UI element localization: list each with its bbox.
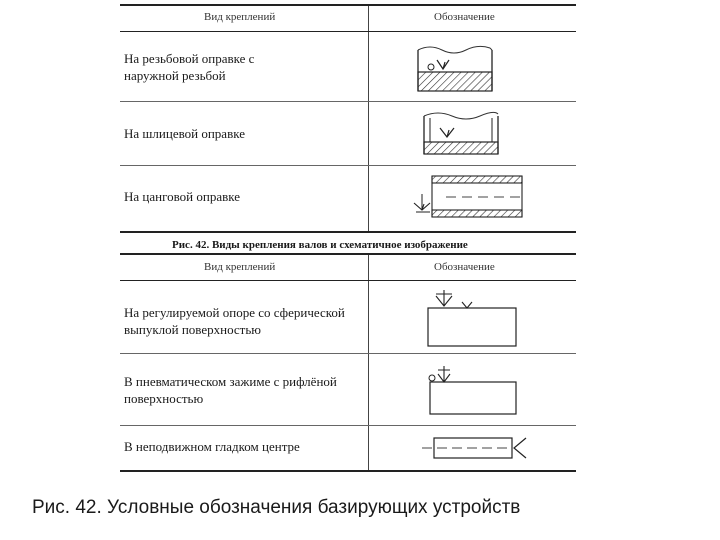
header-rule xyxy=(120,31,576,32)
bottom-rule xyxy=(120,470,576,472)
bottom-rule xyxy=(120,231,576,233)
mounting-table-1 xyxy=(120,0,576,262)
mounting-table-2 xyxy=(120,252,576,474)
header-rule xyxy=(120,280,576,281)
column-divider xyxy=(368,6,369,231)
row-rule xyxy=(120,101,576,102)
pneumatic-clamp-symbol xyxy=(422,362,522,418)
column-header-symbol: Обозначение xyxy=(434,11,495,23)
fixed-center-symbol xyxy=(420,432,530,462)
column-header-symbol: Обозначение xyxy=(434,261,495,273)
row-label-pneumatic-clamp: В пневматическом зажиме с рифлёной поверхностью xyxy=(124,374,337,406)
spline-mandrel-symbol xyxy=(416,108,506,160)
column-header-type: Вид креплений xyxy=(204,11,276,23)
top-rule xyxy=(120,253,576,255)
top-rule xyxy=(120,4,576,6)
column-divider xyxy=(368,255,369,472)
row-rule xyxy=(120,353,576,354)
row-label-spline: На шлицевой оправке xyxy=(124,126,245,141)
table-caption: Рис. 42. Виды крепления валов и схематичное изображение xyxy=(172,239,468,251)
row-rule xyxy=(120,425,576,426)
figure-caption: Рис. 42. Условные обозначения базирующих устройств xyxy=(32,497,521,518)
row-rule xyxy=(120,165,576,166)
collet-mandrel-symbol xyxy=(406,170,536,220)
column-header-type: Вид креплений xyxy=(204,261,276,273)
row-label-adjustable-support: На регулируемой опоре со сферической выпуклой поверхностью xyxy=(124,305,345,337)
row-label-fixed-center: В неподвижном гладком центре xyxy=(124,439,300,454)
row-label-threaded: На резьбовой оправке с наружной резьбой xyxy=(124,51,255,83)
row-label-collet: На цанговой оправке xyxy=(124,189,240,204)
adjustable-support-symbol xyxy=(422,288,522,350)
threaded-mandrel-symbol xyxy=(410,38,500,96)
